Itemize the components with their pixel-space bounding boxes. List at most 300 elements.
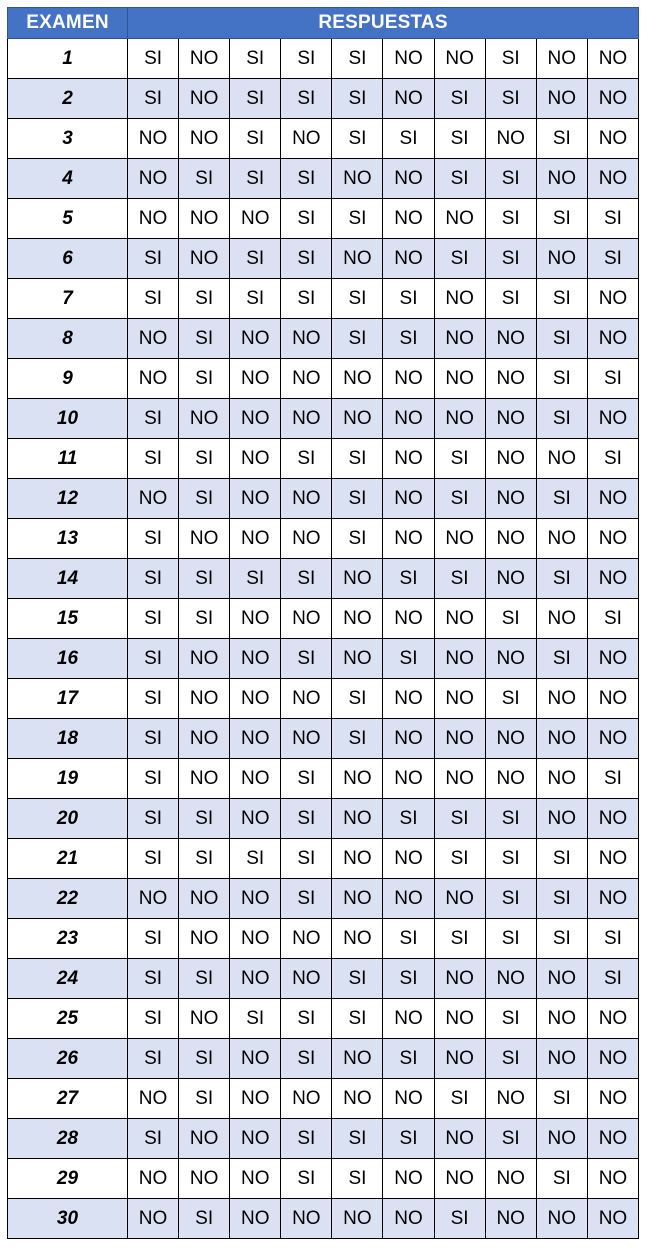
answer-cell: SI — [281, 1039, 332, 1079]
answer-cell: SI — [128, 799, 179, 839]
answer-cell: SI — [179, 559, 230, 599]
answer-cell: SI — [281, 439, 332, 479]
answer-cell: SI — [332, 479, 383, 519]
answer-cell: NO — [128, 1079, 179, 1119]
answer-cell: SI — [332, 279, 383, 319]
answer-cell: NO — [383, 39, 434, 79]
exam-number-cell: 19 — [8, 759, 128, 799]
exam-number-cell: 30 — [8, 1199, 128, 1239]
answer-cell: NO — [485, 1159, 536, 1199]
table-row — [8, 79, 639, 119]
answer-cell: NO — [383, 239, 434, 279]
answer-cell: SI — [536, 199, 587, 239]
answer-cell: SI — [281, 159, 332, 199]
answer-cell: SI — [485, 79, 536, 119]
answer-cell: SI — [128, 279, 179, 319]
answer-cell: NO — [536, 679, 587, 719]
answer-cell: SI — [179, 1039, 230, 1079]
exam-number-cell: 2 — [8, 79, 128, 119]
answer-cell: SI — [587, 199, 638, 239]
answer-cell: SI — [281, 879, 332, 919]
answer-cell: NO — [383, 719, 434, 759]
answer-cell: SI — [383, 919, 434, 959]
answer-cell: NO — [485, 959, 536, 999]
answer-cell: SI — [485, 1039, 536, 1079]
answer-cell: SI — [332, 719, 383, 759]
table-row — [8, 1039, 639, 1079]
answer-cell: SI — [230, 159, 281, 199]
answer-cell: SI — [332, 199, 383, 239]
exam-number-cell: 12 — [8, 479, 128, 519]
answer-cell: NO — [434, 719, 485, 759]
answer-cell: SI — [179, 839, 230, 879]
answer-cell: SI — [128, 839, 179, 879]
answer-cell: NO — [383, 1199, 434, 1239]
answer-cell: NO — [230, 1199, 281, 1239]
answer-cell: SI — [230, 79, 281, 119]
answer-cell: NO — [587, 1079, 638, 1119]
answer-cell: SI — [128, 519, 179, 559]
answer-cell: SI — [128, 1039, 179, 1079]
answer-cell: SI — [485, 919, 536, 959]
exam-number-cell: 27 — [8, 1079, 128, 1119]
exam-number-cell: 13 — [8, 519, 128, 559]
answer-cell: NO — [179, 1159, 230, 1199]
answer-cell: SI — [128, 679, 179, 719]
answer-cell: NO — [179, 639, 230, 679]
exam-number-cell: 9 — [8, 359, 128, 399]
table-row — [8, 159, 639, 199]
answer-cell: NO — [332, 879, 383, 919]
answer-cell: NO — [128, 359, 179, 399]
answer-cell: SI — [434, 1199, 485, 1239]
answer-cell: NO — [536, 959, 587, 999]
table-row — [8, 999, 639, 1039]
answer-cell: SI — [587, 239, 638, 279]
answer-cell: SI — [179, 959, 230, 999]
answer-cell: SI — [230, 559, 281, 599]
table-row — [8, 559, 639, 599]
answer-cell: NO — [281, 399, 332, 439]
answer-cell: SI — [332, 519, 383, 559]
answer-cell: NO — [485, 319, 536, 359]
answer-cell: SI — [128, 239, 179, 279]
answer-cell: NO — [230, 399, 281, 439]
answer-cell: SI — [128, 719, 179, 759]
exam-number-cell: 24 — [8, 959, 128, 999]
answer-cell: SI — [485, 239, 536, 279]
answer-cell: SI — [332, 39, 383, 79]
answer-cell: NO — [179, 119, 230, 159]
answer-cell: SI — [128, 919, 179, 959]
table-row — [8, 919, 639, 959]
answer-cell: SI — [332, 679, 383, 719]
exam-number-cell: 3 — [8, 119, 128, 159]
answer-cell: NO — [587, 559, 638, 599]
exam-number-cell: 6 — [8, 239, 128, 279]
answer-cell: NO — [281, 479, 332, 519]
answer-cell: SI — [536, 839, 587, 879]
answer-cell: NO — [332, 1039, 383, 1079]
answer-cell: NO — [281, 959, 332, 999]
answer-cell: SI — [179, 799, 230, 839]
answer-cell: NO — [587, 879, 638, 919]
exam-number-cell: 5 — [8, 199, 128, 239]
answer-cell: NO — [383, 199, 434, 239]
answer-cell: NO — [128, 479, 179, 519]
answer-cell: NO — [485, 1079, 536, 1119]
answer-cell: NO — [230, 1039, 281, 1079]
table-row — [8, 199, 639, 239]
answer-cell: SI — [434, 159, 485, 199]
answer-cell: SI — [383, 799, 434, 839]
answer-cell: NO — [587, 1199, 638, 1239]
answer-cell: SI — [179, 1079, 230, 1119]
answer-cell: SI — [485, 839, 536, 879]
answer-cell: NO — [587, 119, 638, 159]
answer-cell: SI — [485, 159, 536, 199]
answer-cell: NO — [332, 919, 383, 959]
answer-cell: NO — [179, 519, 230, 559]
answer-cell: NO — [281, 119, 332, 159]
answer-cell: NO — [434, 1159, 485, 1199]
answer-cell: NO — [383, 1159, 434, 1199]
answer-cell: SI — [179, 599, 230, 639]
answer-cell: SI — [230, 239, 281, 279]
answer-cell: NO — [587, 719, 638, 759]
answer-cell: NO — [536, 1199, 587, 1239]
answer-cell: SI — [485, 679, 536, 719]
answer-cell: SI — [485, 39, 536, 79]
answer-cell: NO — [332, 559, 383, 599]
answer-sheet — [7, 7, 638, 1239]
answer-cell: NO — [383, 599, 434, 639]
answer-cell: NO — [434, 199, 485, 239]
answer-cell: NO — [281, 679, 332, 719]
answer-cell: NO — [383, 439, 434, 479]
answer-cell: SI — [485, 1119, 536, 1159]
answer-cell: NO — [230, 879, 281, 919]
answer-cell: NO — [485, 359, 536, 399]
answer-cell: NO — [230, 479, 281, 519]
answer-cell: SI — [281, 799, 332, 839]
exam-number-cell: 15 — [8, 599, 128, 639]
exam-number-cell: 11 — [8, 439, 128, 479]
answer-cell: SI — [536, 319, 587, 359]
table-row — [8, 599, 639, 639]
answer-cell: SI — [230, 279, 281, 319]
answer-cell: NO — [230, 679, 281, 719]
answer-cell: NO — [485, 559, 536, 599]
answer-cell: NO — [281, 1079, 332, 1119]
answer-cell: SI — [128, 759, 179, 799]
answer-cell: SI — [281, 79, 332, 119]
answer-cell: NO — [587, 839, 638, 879]
answer-cell: SI — [434, 79, 485, 119]
answer-cell: NO — [332, 239, 383, 279]
answer-cell: SI — [536, 879, 587, 919]
answer-cell: NO — [434, 959, 485, 999]
exam-number-cell: 14 — [8, 559, 128, 599]
answer-cell: NO — [587, 1119, 638, 1159]
answer-cell: NO — [179, 759, 230, 799]
answer-cell: SI — [536, 639, 587, 679]
answer-cell: NO — [485, 719, 536, 759]
answer-cell: NO — [281, 519, 332, 559]
table-row — [8, 799, 639, 839]
table-row — [8, 759, 639, 799]
answer-cell: SI — [536, 399, 587, 439]
exam-column-header: EXAMEN — [8, 8, 128, 39]
answer-cell: NO — [128, 159, 179, 199]
answer-cell: SI — [281, 759, 332, 799]
answer-cell: NO — [128, 119, 179, 159]
answer-cell: SI — [536, 1079, 587, 1119]
answer-cell: NO — [128, 1159, 179, 1199]
answer-cell: NO — [587, 79, 638, 119]
answer-cell: NO — [332, 599, 383, 639]
table-row — [8, 239, 639, 279]
answer-cell: NO — [383, 519, 434, 559]
answer-cell: NO — [434, 999, 485, 1039]
exam-number-cell: 23 — [8, 919, 128, 959]
answer-cell: SI — [281, 1119, 332, 1159]
answer-cell: NO — [536, 599, 587, 639]
answer-cell: NO — [587, 519, 638, 559]
answer-cell: SI — [383, 959, 434, 999]
header-row — [8, 8, 639, 39]
table-row — [8, 1159, 639, 1199]
answer-cell: NO — [332, 759, 383, 799]
answer-cell: NO — [128, 879, 179, 919]
answer-cell: NO — [332, 359, 383, 399]
answer-cell: SI — [281, 239, 332, 279]
table-row — [8, 119, 639, 159]
answer-cell: NO — [383, 1079, 434, 1119]
answer-cell: NO — [536, 999, 587, 1039]
answer-cell: NO — [434, 279, 485, 319]
answer-cell: SI — [587, 599, 638, 639]
answer-cell: SI — [434, 559, 485, 599]
answer-cell: NO — [485, 1199, 536, 1239]
answer-cell: SI — [587, 919, 638, 959]
answer-cell: NO — [281, 919, 332, 959]
answer-cell: NO — [587, 319, 638, 359]
table-row — [8, 719, 639, 759]
answer-cell: NO — [230, 519, 281, 559]
answer-cell: SI — [179, 479, 230, 519]
answer-cell: NO — [128, 1199, 179, 1239]
answer-cell: SI — [383, 1039, 434, 1079]
answer-cell: SI — [587, 959, 638, 999]
answer-cell: SI — [128, 79, 179, 119]
answer-cell: NO — [587, 39, 638, 79]
answer-cell: NO — [587, 399, 638, 439]
answer-cell: NO — [587, 279, 638, 319]
answer-cell: SI — [587, 759, 638, 799]
answer-cell: NO — [230, 1079, 281, 1119]
answer-cell: NO — [587, 799, 638, 839]
table-row — [8, 679, 639, 719]
answer-cell: SI — [383, 279, 434, 319]
answer-cell: NO — [383, 879, 434, 919]
answer-cell: SI — [281, 199, 332, 239]
exam-number-cell: 18 — [8, 719, 128, 759]
answer-cell: SI — [587, 359, 638, 399]
exam-number-cell: 28 — [8, 1119, 128, 1159]
answer-cell: SI — [485, 599, 536, 639]
answer-cell: NO — [485, 639, 536, 679]
answer-cell: SI — [332, 119, 383, 159]
answer-cell: SI — [179, 1199, 230, 1239]
answer-cell: SI — [485, 279, 536, 319]
answer-cell: SI — [332, 439, 383, 479]
table-row — [8, 879, 639, 919]
answer-cell: NO — [485, 479, 536, 519]
answer-cell: NO — [230, 1159, 281, 1199]
answer-cell: NO — [179, 239, 230, 279]
answer-cell: SI — [485, 879, 536, 919]
answer-cell: SI — [383, 119, 434, 159]
answer-cell: SI — [128, 639, 179, 679]
exam-number-cell: 20 — [8, 799, 128, 839]
answer-cell: NO — [434, 759, 485, 799]
answer-cell: NO — [230, 959, 281, 999]
answer-cell: NO — [536, 1039, 587, 1079]
answer-cell: NO — [179, 1119, 230, 1159]
answer-cell: NO — [230, 639, 281, 679]
answer-cell: NO — [179, 879, 230, 919]
answer-cell: SI — [281, 999, 332, 1039]
answer-cell: NO — [536, 799, 587, 839]
answer-cell: NO — [230, 359, 281, 399]
answer-cell: NO — [230, 599, 281, 639]
table-row — [8, 439, 639, 479]
answer-cell: SI — [332, 1159, 383, 1199]
answer-cell: NO — [179, 919, 230, 959]
answer-cell: NO — [383, 679, 434, 719]
answer-cell: NO — [230, 759, 281, 799]
answer-cell: SI — [332, 319, 383, 359]
answer-cell: NO — [179, 679, 230, 719]
answer-cell: SI — [536, 359, 587, 399]
answer-cell: NO — [485, 399, 536, 439]
exam-number-cell: 22 — [8, 879, 128, 919]
table-body — [8, 39, 639, 1239]
answer-cell: SI — [179, 439, 230, 479]
table-row — [8, 39, 639, 79]
answer-cell: NO — [179, 39, 230, 79]
answer-cell: NO — [434, 399, 485, 439]
answers-column-header: RESPUESTAS — [128, 8, 639, 39]
answer-cell: SI — [230, 119, 281, 159]
answer-cell: NO — [332, 1079, 383, 1119]
answer-cell: SI — [332, 1119, 383, 1159]
answer-cell: NO — [281, 319, 332, 359]
table-row — [8, 319, 639, 359]
answer-cell: NO — [536, 439, 587, 479]
answer-cell: NO — [281, 359, 332, 399]
answer-cell: SI — [383, 319, 434, 359]
answer-cell: SI — [128, 439, 179, 479]
answer-cell: SI — [179, 159, 230, 199]
answer-cell: SI — [230, 999, 281, 1039]
answer-cell: NO — [587, 679, 638, 719]
table-row — [8, 279, 639, 319]
answer-cell: NO — [332, 799, 383, 839]
exam-number-cell: 10 — [8, 399, 128, 439]
answer-cell: SI — [434, 839, 485, 879]
answer-cell: NO — [332, 839, 383, 879]
answer-cell: NO — [332, 1199, 383, 1239]
answer-cell: NO — [485, 119, 536, 159]
answer-cell: NO — [536, 1119, 587, 1159]
exam-number-cell: 7 — [8, 279, 128, 319]
answer-cell: NO — [281, 719, 332, 759]
answer-cell: SI — [128, 1119, 179, 1159]
answer-cell: SI — [434, 239, 485, 279]
answer-cell: NO — [536, 719, 587, 759]
answer-cell: NO — [536, 159, 587, 199]
answer-cell: NO — [179, 999, 230, 1039]
exam-number-cell: 4 — [8, 159, 128, 199]
answer-cell: SI — [434, 479, 485, 519]
table-row — [8, 479, 639, 519]
answer-cell: SI — [332, 959, 383, 999]
answer-cell: NO — [434, 39, 485, 79]
answer-cell: NO — [383, 399, 434, 439]
answer-cell: SI — [434, 119, 485, 159]
answer-cell: NO — [179, 79, 230, 119]
answer-cell: NO — [434, 319, 485, 359]
answer-cell: NO — [536, 519, 587, 559]
answer-cell: SI — [536, 279, 587, 319]
answer-cell: NO — [128, 199, 179, 239]
exam-number-cell: 17 — [8, 679, 128, 719]
answer-cell: NO — [332, 159, 383, 199]
answer-cell: NO — [383, 479, 434, 519]
answer-cell: SI — [536, 119, 587, 159]
answer-cell: NO — [536, 39, 587, 79]
answer-cell: SI — [332, 999, 383, 1039]
answer-cell: SI — [434, 799, 485, 839]
answer-cell: NO — [434, 879, 485, 919]
answer-cell: NO — [281, 599, 332, 639]
answer-cell: SI — [179, 359, 230, 399]
answer-cell: SI — [230, 39, 281, 79]
answer-cell: SI — [536, 919, 587, 959]
answer-cell: SI — [536, 559, 587, 599]
table-row — [8, 1119, 639, 1159]
answer-cell: SI — [281, 839, 332, 879]
answer-cell: NO — [332, 399, 383, 439]
answer-cell: SI — [179, 279, 230, 319]
answer-cell: NO — [587, 1039, 638, 1079]
answer-cell: NO — [485, 519, 536, 559]
answer-cell: SI — [128, 599, 179, 639]
answer-cell: NO — [587, 639, 638, 679]
answer-cell: SI — [179, 319, 230, 359]
table-row — [8, 519, 639, 559]
answer-cell: SI — [536, 1159, 587, 1199]
answer-cell: NO — [536, 79, 587, 119]
table-row — [8, 639, 639, 679]
answer-cell: SI — [434, 439, 485, 479]
table-row — [8, 399, 639, 439]
answer-cell: NO — [230, 799, 281, 839]
answer-cell: NO — [434, 639, 485, 679]
exam-number-cell: 29 — [8, 1159, 128, 1199]
